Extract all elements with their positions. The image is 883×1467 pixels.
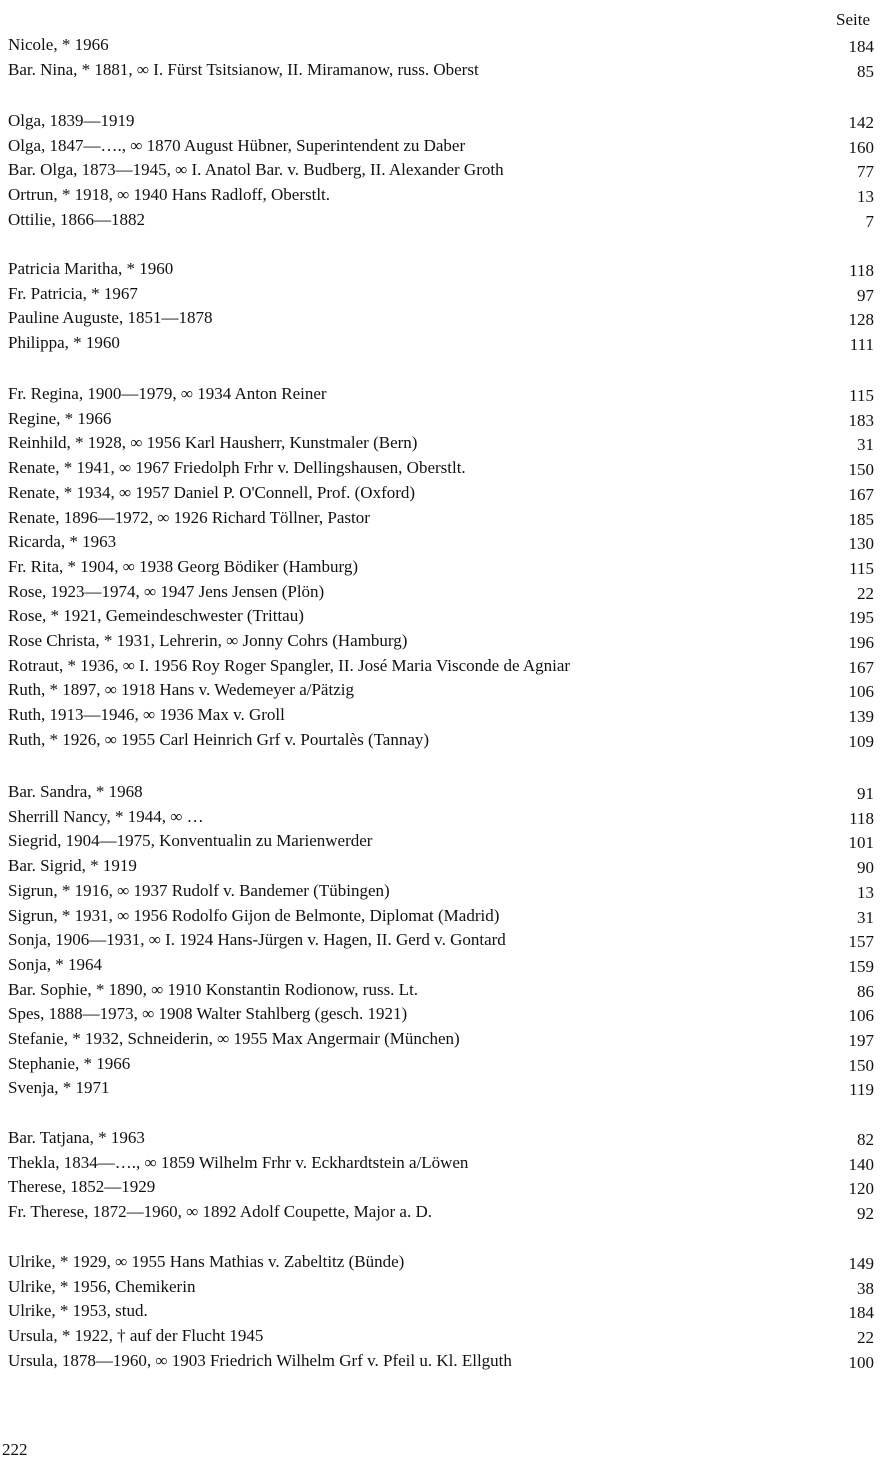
entry-name: Ruth, * 1926, ∞ 1955 Carl Heinrich Grf v. Pourtalès (Tannay): [8, 730, 430, 749]
index-entry: [0, 705, 883, 729]
entry-page-number: 115: [849, 559, 874, 578]
entry-page-number: 130: [848, 534, 874, 553]
entry-name: Nicole, * 1966: [8, 35, 109, 54]
entry-page-number: 31: [857, 435, 874, 454]
index-entry: [0, 831, 883, 855]
entry-name: Sonja, * 1964: [8, 955, 102, 974]
entry-page-number: 22: [857, 584, 874, 603]
index-entry: [0, 458, 883, 482]
entry-page-number: 150: [848, 460, 874, 479]
entry-page-number: 111: [849, 335, 874, 354]
entry-name: Renate, 1896—1972, ∞ 1926 Richard Töllner, Pastor: [8, 508, 370, 527]
index-entry: [0, 557, 883, 581]
index-entry: [0, 409, 883, 433]
index-entry: [0, 308, 883, 332]
index-entry: [0, 1202, 883, 1226]
index-entry: [0, 955, 883, 979]
index-entry: [0, 483, 883, 507]
entry-name: Bar. Sandra, * 1968: [8, 782, 143, 801]
entry-page-number: 91: [857, 784, 874, 803]
entry-name: Spes, 1888—1973, ∞ 1908 Walter Stahlberg (gesch. 1921): [8, 1004, 408, 1023]
index-entry: [0, 1177, 883, 1201]
entry-page-number: 13: [857, 187, 874, 206]
entry-page-number: 185: [848, 510, 874, 529]
entry-name: Bar. Olga, 1873—1945, ∞ I. Anatol Bar. v. Budberg, II. Alexander Groth: [8, 160, 504, 179]
index-entry: [0, 782, 883, 806]
index-entry: [0, 606, 883, 630]
entry-name: Fr. Therese, 1872—1960, ∞ 1892 Adolf Coupette, Major a. D.: [8, 1202, 433, 1221]
index-entry: [0, 582, 883, 606]
index-entry: [0, 111, 883, 135]
entry-name: Rose, 1923—1974, ∞ 1947 Jens Jensen (Plön): [8, 582, 325, 601]
entry-page-number: 159: [848, 957, 874, 976]
entry-page-number: 85: [857, 62, 874, 81]
entry-page-number: 101: [848, 833, 874, 852]
entry-page-number: 157: [848, 932, 874, 951]
entry-name: Ricarda, * 1963: [8, 532, 117, 551]
entry-name: Rose, * 1921, Gemeindeschwester (Trittau): [8, 606, 304, 625]
entry-page-number: 196: [848, 633, 874, 652]
index-entry: [0, 1277, 883, 1301]
entry-name: Olga, 1847—…., ∞ 1870 August Hübner, Superintendent zu Daber: [8, 136, 466, 155]
index-entry: [0, 807, 883, 831]
entry-page-number: 38: [857, 1279, 874, 1298]
entry-name: Reinhild, * 1928, ∞ 1956 Karl Hausherr, Kunstmaler (Bern): [8, 433, 418, 452]
entry-name: Ulrike, * 1953, stud.: [8, 1301, 148, 1320]
page-column-header: Seite: [836, 10, 870, 29]
entry-page-number: 140: [848, 1155, 874, 1174]
index-entry: [0, 856, 883, 880]
entry-name: Stephanie, * 1966: [8, 1054, 131, 1073]
entry-name: Renate, * 1934, ∞ 1957 Daniel P. O'Connell, Prof. (Oxford): [8, 483, 416, 502]
entry-page-number: 92: [857, 1204, 874, 1223]
entry-page-number: 109: [848, 732, 874, 751]
entry-name: Ortrun, * 1918, ∞ 1940 Hans Radloff, Oberstlt.: [8, 185, 331, 204]
entry-name: Fr. Regina, 1900—1979, ∞ 1934 Anton Reiner: [8, 384, 327, 403]
index-entry: [0, 881, 883, 905]
entry-page-number: 149: [848, 1254, 874, 1273]
index-entry: [0, 1078, 883, 1102]
index-entry: [0, 1054, 883, 1078]
entry-name: Bar. Sigrid, * 1919: [8, 856, 137, 875]
entry-name: Ruth, * 1897, ∞ 1918 Hans v. Wedemeyer a/Pätzig: [8, 680, 354, 699]
entry-page-number: 184: [848, 1303, 874, 1322]
entry-name: Rose Christa, * 1931, Lehrerin, ∞ Jonny Cohrs (Hamburg): [8, 631, 408, 650]
entry-page-number: 31: [857, 908, 874, 927]
entry-name: Sigrun, * 1931, ∞ 1956 Rodolfo Gijon de Belmonte, Diplomat (Madrid): [8, 906, 500, 925]
entry-page-number: 150: [848, 1056, 874, 1075]
entry-page-number: 106: [848, 1006, 874, 1025]
index-entry: [0, 433, 883, 457]
index-entry: [0, 210, 883, 234]
index-entry: [0, 60, 883, 84]
entry-name: Ursula, 1878—1960, ∞ 1903 Friedrich Wilhelm Grf v. Pfeil u. Kl. Ellguth: [8, 1351, 512, 1370]
index-entry: [0, 730, 883, 754]
entry-page-number: 184: [848, 37, 874, 56]
index-entry: [0, 680, 883, 704]
entry-page-number: 167: [848, 658, 874, 677]
entry-name: Sigrun, * 1916, ∞ 1937 Rudolf v. Bandemer (Tübingen): [8, 881, 390, 900]
entry-name: Ruth, 1913—1946, ∞ 1936 Max v. Groll: [8, 705, 285, 724]
entry-name: Philippa, * 1960: [8, 333, 120, 352]
entry-page-number: 100: [848, 1353, 874, 1372]
index-entry: [0, 930, 883, 954]
index-entry: [0, 284, 883, 308]
index-entry: [0, 532, 883, 556]
entry-name: Therese, 1852—1929: [8, 1177, 156, 1196]
index-entry: [0, 1004, 883, 1028]
entry-name: Ottilie, 1866—1882: [8, 210, 145, 229]
entry-name: Thekla, 1834—…., ∞ 1859 Wilhelm Frhr v. Eckhardtstein a/Löwen: [8, 1153, 469, 1172]
entry-name: Ursula, * 1922, † auf der Flucht 1945: [8, 1326, 264, 1345]
entry-page-number: 167: [848, 485, 874, 504]
entry-name: Rotraut, * 1936, ∞ I. 1956 Roy Roger Spangler, II. José Maria Visconde de Agniar: [8, 656, 571, 675]
index-entry: [0, 136, 883, 160]
entry-page-number: 77: [857, 162, 874, 181]
index-entry: [0, 384, 883, 408]
entry-page-number: 120: [848, 1179, 874, 1198]
index-entry: [0, 1351, 883, 1375]
entry-name: Bar. Nina, * 1881, ∞ I. Fürst Tsitsianow, II. Miramanow, russ. Oberst: [8, 60, 479, 79]
entry-page-number: 142: [848, 113, 874, 132]
index-entry: [0, 1301, 883, 1325]
entry-page-number: 118: [849, 809, 874, 828]
entry-page-number: 13: [857, 883, 874, 902]
entry-name: Olga, 1839—1919: [8, 111, 135, 130]
entry-name: Ulrike, * 1956, Chemikerin: [8, 1277, 196, 1296]
index-entry: [0, 1153, 883, 1177]
entry-name: Ulrike, * 1929, ∞ 1955 Hans Mathias v. Zabeltitz (Bünde): [8, 1252, 405, 1271]
entry-page-number: 7: [865, 212, 874, 231]
entry-page-number: 22: [857, 1328, 874, 1347]
entry-name: Sherrill Nancy, * 1944, ∞ …: [8, 807, 204, 826]
entry-page-number: 115: [849, 386, 874, 405]
index-entry: [0, 1252, 883, 1276]
entry-name: Renate, * 1941, ∞ 1967 Friedolph Frhr v. Dellingshausen, Oberstlt.: [8, 458, 466, 477]
index-entry: [0, 259, 883, 283]
entry-page-number: 97: [857, 286, 874, 305]
index-entry: [0, 656, 883, 680]
entry-page-number: 119: [849, 1080, 874, 1099]
index-entry: [0, 906, 883, 930]
entry-page-number: 195: [848, 608, 874, 627]
index-entry: [0, 631, 883, 655]
entry-page-number: 82: [857, 1130, 874, 1149]
entry-page-number: 183: [848, 411, 874, 430]
entry-name: Bar. Tatjana, * 1963: [8, 1128, 145, 1147]
entry-name: Fr. Patricia, * 1967: [8, 284, 138, 303]
entry-page-number: 86: [857, 982, 874, 1001]
index-entry: [0, 35, 883, 59]
entry-page-number: 90: [857, 858, 874, 877]
entry-name: Patricia Maritha, * 1960: [8, 259, 174, 278]
entry-name: Pauline Auguste, 1851—1878: [8, 308, 213, 327]
entry-name: Sonja, 1906—1931, ∞ I. 1924 Hans-Jürgen v. Hagen, II. Gerd v. Gontard: [8, 930, 506, 949]
page-number: 222: [2, 1440, 28, 1459]
index-entry: [0, 1326, 883, 1350]
entry-name: Fr. Rita, * 1904, ∞ 1938 Georg Bödiker (Hamburg): [8, 557, 359, 576]
index-entry: [0, 508, 883, 532]
entry-name: Regine, * 1966: [8, 409, 112, 428]
index-entry: [0, 1128, 883, 1152]
entry-name: Bar. Sophie, * 1890, ∞ 1910 Konstantin Rodionow, russ. Lt.: [8, 980, 419, 999]
entry-page-number: 139: [848, 707, 874, 726]
entry-name: Svenja, * 1971: [8, 1078, 110, 1097]
entry-page-number: 160: [848, 138, 874, 157]
index-entry: [0, 1029, 883, 1053]
entry-page-number: 197: [848, 1031, 874, 1050]
index-entry: [0, 980, 883, 1004]
entry-page-number: 128: [848, 310, 874, 329]
index-entry: [0, 185, 883, 209]
entry-name: Siegrid, 1904—1975, Konventualin zu Marienwerder: [8, 831, 373, 850]
index-entry: [0, 160, 883, 184]
entry-page-number: 118: [849, 261, 874, 280]
index-entry: [0, 333, 883, 357]
entry-page-number: 106: [848, 682, 874, 701]
entry-name: Stefanie, * 1932, Schneiderin, ∞ 1955 Max Angermair (München): [8, 1029, 460, 1048]
